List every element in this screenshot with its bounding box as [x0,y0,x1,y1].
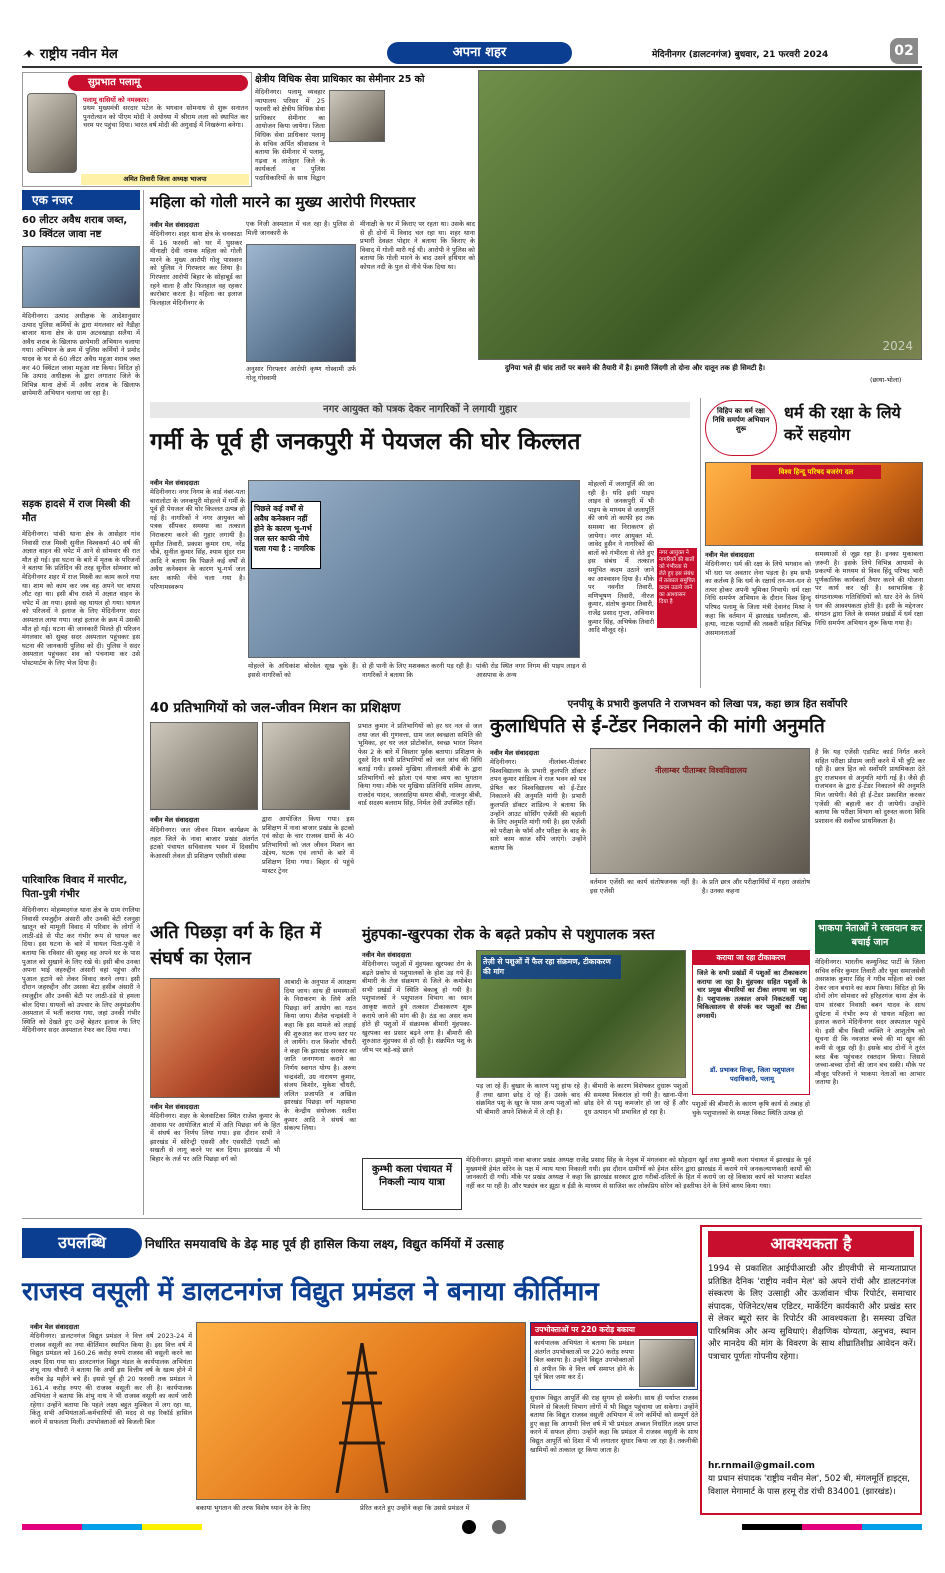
upalabdhi-byline: नवीन मेल संवाददाता [30,1323,79,1331]
seminar-photo [329,90,385,142]
kuladhipati-body-2: के प्रति छात्र और परीक्षार्थियों में गहरा असंतोष है। उनका कहना [702,878,810,895]
arrest-body-1: मेदिनीनगर। शहर थाना क्षेत्र के चनकाठा में 16 फरवरी को घर में घुसकर मीनाक्षी देवी नामक महिला को गोली मारने के मुख्य आरोपी गोलू पासवान को पुलिस ने गिरफ्तार कर लिया है। गिरफ्तार आरोपी बिहार के सोहाबूर्ड का रहने वाला है और फिलहाल वह रहकर कारोबार करता है। महिला का इलाज फिलहाल मेदिनीनगर के [150,230,242,307]
kuladhipati-photo [590,748,810,874]
color-swatch-black [742,1524,802,1530]
khurpaka-body-2: पड़ जा रहे हैं। बुखार के कारण पशु हांफ रहे हैं तथा खाना छोड़ दे रहे हैं। उसके बाद संक्रमित पशु के खुर के पास अन्य पशुओं को भी बीमारी अपने शिकंजे में ले रही है। [476,1082,580,1116]
engineer-portrait [639,1339,695,1387]
ek-nazar-photo-1 [22,246,140,308]
column-divider-2 [700,398,701,688]
water-quote: पिछले कई वर्षों से अवैध कनेक्शन नहीं होने के कारण भू-गर्भ जल स्तर काफी नीचे चला गया है : नागरिक [251,501,321,569]
pichhda-byline: नवीन मेल संवाददाता [150,1103,199,1111]
kumbh-body: मेदिनीनगर। झामुमो नावा बाजार प्रखंड अध्यक्ष राजेंद्र प्रसाद सिंह के नेतृत्व में मंगलवार को सोहदाग खुर्द तथा कुम्भी कला पंचायत में झारखंड के पूर्व मुख्यमंत्री हेमंत सोरेन के पक्ष में न्याय यात्रा निकाली गयी। इस दौरान ग्रामीणों को हेमंत सोरेन द्वारा झारखंड में कराये गये जनकल्याणकारी कार्यों की जानकारी दी गयी। मौके पर प्रखंड अध्यक्ष ने कहा कि झारखंड सरकार द्वारा गरीबों-दलितों के हित में कराये जा रहे विकास कार्य को भाजपा बर्दाश्त नहीं कर पा रही है। और षड्यंत्र कर झूठा व ईडी के माध्यम से साजिश कर लोकप्रिय सोरेन को इस्तीफा देने के लिये बाध्य किया गया। [466,1156,811,1190]
jal-jeevan-photo-2 [262,722,350,810]
khurpaka-body-1: मेदिनीनगर। पशुओं में मुंहपका खुरपका रोग के बढ़ते प्रकोप से पशुपालकों के होश उड़ गये हैं। बीमारी के तेज संक्रमण से जिले के कमोबेश सभी प्रखंडों में स्थिति बेकाबू हो गयी है। पशुपालकों ने पशुपालन विभाग का ध्यान आकृष्ट कराते हुये तत्काल टीकाकरण शुरू कराये जाने की मांग की है। ठंड का असर कम होते ही पशुओं में संक्रामक बीमारी मुंहपका-खुरपका का प्रसार बढ़ने लगा है। बीमारी की शुरुआत मुंहपका से हो रही है। संक्रमित पशु के जीभ पर बड़े-बड़े छाले [362,960,472,1054]
column-divider-1 [143,190,144,1215]
ek-nazar-body-2: मेदिनीनगर। पांकी थाना क्षेत्र के आसेहार गांव निवासी राज मिस्त्री सुनील विश्वकर्मा 40 वर्ष की अज्ञात वाहन की चपेट में आने से सोमवार की रात मौत हो गई। इस घटना के बारे में मृतक के परिजनों ने बताया कि प्रतिदिन की तरह सुनील सोमवार को मेदिनीनगर शहर में राज मिस्त्री का काम करने गया था। शाम को काम कर जब वह अपने घर वापस लौट रहा था। इसी बीच रास्ते में अज्ञात वाहन के चपेट में आ गया। इससे वह घायल हो गया। घायल को परिजनों ने इलाज के लिए मेदिनीनगर सदर अस्पताल लाया गया। जहां इलाज के क्रम में उसकी मौत हो गई। घटना की जानकारी मिलते ही परिजन मंगलवार को सुबह सदर अस्पताल पहुंचकर इस घटना की जानकारी पुलिस को दी। पुलिस ने सदर अस्पताल पहुंचकर शव को पंचनामा कर उसे पोस्टमार्टम के लिए भेज दिया है। [22,530,140,667]
color-swatch-cyan-2 [862,1524,922,1530]
kuladhipati-byline: नवीन मेल संवाददाता [490,749,539,757]
registration-dot [462,1520,476,1534]
masthead-rule [22,66,922,68]
water-photo-caption-left: मोहल्ले के अधिकांश बोरवेल सूख चुके हैं। इससे नागरिकों को [248,662,358,679]
vacancy-email[interactable]: hr.rnmail@gmail.com [708,1461,815,1471]
jal-jeevan-body-3: प्रभात कुमार ने प्रतिभागियों को हर घर नल से जल तथा जल की गुणवत्ता, ग्राम जल स्वच्छता समिति की भूमिका, हर घर जल प्रोटोकॉल, स्वच्छ भारत मिशन फेस 2 के बारे में विस्तार पूर्वक बताया। प्रशिक्षण के दूसरे दिन सभी प्रतिभागियों को जल जांच की विधि बताई गयी। इसको मुखिया लीलावती बीबी के द्वारा प्रतिभागियों को झोला एवं यात्रा व्यय का भुगतान किया गया। मौके पर मुखिया प्रतिनिधि शमिम आलम, राजदेव यादव, जलसहिया समरा बीबी, नाजनुर बीबी, वार्ड सदस्य बलराम सिंह, निर्मल देवी उपस्थित रहीं। [358,722,482,808]
jal-jeevan-body-1: मेदिनीनगर। जल जीवन मिशन कार्यक्रम के तहत जिले के नावा बाजार प्रखंड अंतर्गत इटको पंचायत सचिवालय भवन में दिवसीय केआरसी लेवल डी प्रशिक्षण एसीसी संस्था [150,826,258,860]
tika-box [692,950,810,1095]
arrest-photo [246,244,356,362]
arrest-body-2: एक निजी अस्पताल में चल रहा है। पुलिस से मिली जानकारी के [246,220,354,237]
kuladhipati-headline: कुलाधिपति से ई-टेंडर निकालने की मांगी अनुमति [490,715,825,737]
pichhda-body-2: आबादी के अनुपात में आरक्षण दिया जाय। साथ ही समस्याओं के निराकरण के लिये अति पिछड़ा वर्ग आयोग का गठन किया जाय। शैलेश चन्द्रवंशी ने कहा कि इस मामले को लड़ाई की शुरुआत कर राज्य स्तर पर ले जायेंगे। राज किशोर चौधरी ने कहा कि झारखंड सरकार का जाति जनगणना कराने का निर्णय स्वागत योग्य है। अरुण चन्द्रवंशी, उग्र नारायण कुमार, संजय किशोर, मुकेश चौधरी, ललित प्रजापति व अखिल झारखंड पिछड़ा वर्ग महासभा के केन्द्रीय संयोजक सतीश कुमार आदि ने संघर्ष का संकल्प लिया। [284,978,356,1133]
upalabdhi-photo-caption: बकाया भुगतान की तरफ विशेष ध्यान देने के लिए [196,1504,311,1512]
kumbh-label: कुम्भी कला पंचायत में निकली न्याय यात्रा [362,1158,462,1210]
tower-icon [327,1343,397,1493]
pichhda-body-1: मेदिनीनगर। शहर के बेलवाटिका स्थित राजेश कुमार के आवास पर आयोजित बार्ता में अति पिछड़ा वर्ग के हित में संघर्ष का निर्णय लिया गया। इस दौरान सभी ने झारखंड में सोरेन्ट्री एससी और एससीटी एसटी को सखती से लागू करने पर बल दिया। झारखंड में भी बिहार के तर्ज पर अति पिछड़ा वर्ग को [150,1112,280,1163]
photo-stamp: 2024 [882,339,913,353]
university-name: नीलाम्बर पीताम्बर विश्वविद्यालय [655,766,747,775]
registration-dot-2 [492,1520,506,1534]
dharm-headline: धर्म की रक्षा के लिये करें सहयोग [784,403,901,444]
water-photo-caption-mid: से ही पानी के लिए मशक्कत करनी पड़ रही है। नागरिकों ने बताया कि [362,662,472,679]
water-byline: नवीन मेल संवाददाता [150,479,199,487]
khurpaka-body-4: पशुओं की बीमारी के कारण कृषि कार्य से तबाह हो चुके पशुपालकों के समक्ष विकट स्थिति उत्पन्न हो [692,1100,810,1117]
pichhda-headline: अति पिछड़ा वर्ग के हित में संघर्ष का ऐलान [150,922,322,969]
ek-nazar-headline-1: 60 लीटर अवैध शराब जब्त, 30 क्विंटल जावा नष्ट [22,215,128,240]
vacancy-title: आवश्यकता है [708,1231,914,1257]
upalabdhi-photo [196,1322,526,1500]
ek-nazar-column [22,190,140,1215]
footer-color-bar [22,1520,922,1534]
suprabhat-title: सुप्रभात पलामू [68,75,248,91]
dharm-banner: विश्व हिन्दू परिषद बजरंग दल [751,465,881,479]
page-number: 02 [890,38,918,64]
tika-body: जिले के सभी प्रखंडों में पशुओं का टीकाकरण कराया जा रहा है। मुंहपका सहित पशुओं के चार प्रमुख बीमारियों का टीका लगाया जा रहा है। पशुपालक तत्काल अपने निकटवर्ती पशु चिकित्सालय से संपर्क कर पशुओं का टीका लगवायें। [697,969,807,1020]
upalabdhi-body-3: प्रेरित करते हुए उन्होंने कहा कि उससे प्रमंडल में [360,1504,470,1512]
section-label: अपना शहर [387,42,572,64]
upalabdhi-kicker: निर्धारित समयावधि के डेढ़ माह पूर्व ही हासिल किया लक्ष्य, विद्युत कर्मियों में उत्साह [145,1237,504,1251]
water-photo [248,480,580,658]
khurpaka-body-3: है। बीमारी के कारण विशेषकर दुधारू पशुओं की समस्या विकराल हो गयी है। खाना-पीना छोड़ देने से पशु कमजोर हो जा रहे हैं और दूध उत्पादन भी प्रभावित हो रहा है। [584,1082,688,1116]
jal-jeevan-photo-1 [150,722,258,810]
upalabdhi-tag: उपलब्धि [22,1228,142,1258]
khurpaka-photo-quote: तेज़ी से पशुओं में फैल रहा संक्रमण, टीकाकरण की मांग [481,955,621,979]
dharm-byline: नवीन मेल संवाददाता [705,551,754,559]
color-swatch-magenta-2 [802,1524,862,1530]
jal-jeevan-body-2: द्वारा आयोजित किया गया। इस प्रशिक्षण में नावा बाजार प्रखंड के इटको एवं कोदा के चार राजस्व ग्रामों के 40 प्रतिभागियों को जल जीवन मिशन का उद्देश्य, घटक एवं लाभों के बारे में प्रशिक्षण दिया गया। बिहार से पहुंचे मास्टर ट्रेनर [262,815,354,875]
color-swatch-magenta [22,1524,82,1530]
seminar-headline: क्षेत्रीय विधिक सेवा प्राधिकार का सेमीनार 25 को [255,74,425,85]
jal-jeevan-byline: नवीन मेल संवाददाता [150,816,199,824]
color-swatch-cyan [82,1524,142,1530]
seminar-body-1: मेदिनीनगर। पलामू व्यवहार न्यायालय परिसर में 25 फरवरी को क्षेत्रीय विधिक सेवा प्राधिकार सेमीनार का आयोजन किया जायेगा। जिला विधिक सेवा प्राधिकार पलामू के सचिव अर्पित श्रीवास्तव ने बताया कि सेमीनार में पलामू, गढ़वा व लातेहार जिले के कार्यकर्ता व पुलिस पदाधिकारियों के साथ विद्वान [255,88,325,182]
vacancy-address: या प्रधान संपादक 'राष्ट्रीय नवीन मेल', 502 बी, मंगलमूर्ति हाइट्स, विशाल मेगामार्ट के पास हरमू रोड रांची 834001 (झारखंड)। [708,1474,910,1497]
water-body-2: मोहल्लों में जलापूर्ति की जा रही है। यदि इसी पाइप लाइन से जनकपुरी में भी पाइप के माध्यम से जलापूर्ति की जाये तो काफी हद तक समस्या का निराकरण हो जायेगा। नगर आयुक्त मो. जावेद हुसैन ने नागरिकों की बातों को गंभीरता से लेते हुए इस संबंध में तत्काल समुचित कदम उठाने जाने का आश्वासन दिया है। मौके पर नवनीत तिवारी, मणिभूषण तिवारी, नीरज कुमार, संतोष कुमार तिवारी, राजेंद्र प्रसाद गुप्ता, अविनाश कुमार सिंह, अभिषेक तिवारी आदि मौजूद रहे। [588,480,654,635]
water-side-box: नगर आयुक्त ने नागरिकों की बातों को गंभीरता से लेते हुए इस संबंध में तत्काल समुचित कदम उठाये जाने का आश्वासन दिया है [657,548,697,628]
pichhda-photo [150,978,280,1098]
upalabdhi-body-2: सुचारू विद्युत आपूर्ति की राह सुगम हो सकेगी। साथ ही पर्याप्त राजस्व मिलने से बिजली विभाग लोगों में भी विद्युत पहुंचाया जा सकेगा। उन्होंने बताया कि विद्युत राजस्व वसूली अभियान में लगे कर्मियों को सम्पूर्ण देते हुए कहा कि आगामी वित्त वर्ष में भी प्रमंडल अव्वल निर्धारित लक्ष्य प्राप्त करने में सफल होगा। उन्होंने कहा कि प्रमंडल में राजस्व वसूली के साथ विद्युत आपूर्ति को दिशा में भी लगातार सुधार किया जा रहा है। तकनीकी खामियों को तत्काल दूर किया जाता है। [530,1394,698,1454]
khurpaka-headline: मुंहपका-खुरपका रोक के बढ़ते प्रकोप से पशुपालक त्रस्त [362,927,655,943]
upalabdhi-box-body: कार्यपालक अभियंता ने बताया कि प्रमंडल अंतर्गत उपभोक्ताओं पर 220 करोड़ रुपया बिल बकाया है। उन्होंने विद्युत उपभोक्ताओं से अपील कि वे वित्त वर्ष समाप्त होने के पूर्व बिल जमा कर दें। [534,1339,634,1382]
dharm-body-2: समस्याओं से जूझ रहा है। इनका मुकाबला ज़रूरी है। इसके लिये विभिन्न आयामों के प्रकल्पों के माध्यम से विश्व हिंदू परिषद भारी पूर्णकालिक कार्यकर्ता तैयार करने की योजना पर कार्य कर रही है। स्वाभाविक है संगठनात्मक गतिविधियों को धार देने के लिये धन की आवश्यकता होती है। इसी के मद्देनजर संगठन द्वारा जिले के समस्त प्रखंडों में धर्म रक्षा निधि समर्पण अभियान शुरू किया गया है। [815,550,923,627]
water-body-1: मेदिनीनगर। नगर निगम के वार्ड नंबर-पता बारालोटा के जनकपुरी मोहल्ले में गर्मी के पूर्व ही पेयजल की घोर किल्लत उत्पन्न हो गई है। नागरिकों ने नगर आयुक्त को पत्रक सौंपकर समस्या का तत्काल निराकरण करने की गुहार लगायी है। सुमीत तिवारी, प्रकाश कुमार राय, नरेंद्र चौबे, सुनील कुमार सिंह, श्याम सुंदर राम आदि ने बताया कि पिछले कई वर्षों से अवैध कनेक्शन के कारण भू-गर्भ जल स्तर काफी नीचे चला गया है। परिणामस्वरूप [150,488,245,591]
suprabhat-signature: अमित तिवारी जिला अध्यक्ष भाजपा [81,174,249,185]
dateline: मेदिनीनगर (डालटनगंज) बुधवार, 21 फरवरी 2024 [652,50,829,60]
vacancy-box [700,1225,922,1515]
arrest-headline: महिला को गोली मारने का मुख्य आरोपी गिरफ्तार [150,193,416,211]
ek-nazar-headline-3: पारिवारिक विवाद में मारपीट, पिता-पुत्री गंभीर [22,875,128,900]
water-kicker: नगर आयुक्त को पत्रक देकर नागरिकों ने लगायी गुहार [150,402,690,418]
arrest-photo-caption: अनुसार गिरफ्तार आरोपी कृष्ण गोस्वामी उर्फ गोलू गोस्वामी [246,365,356,382]
kuladhipati-photo-caption: वर्तमान एजेंसी का कार्य संतोषजनक नहीं है। इस एजेंसी [590,878,698,895]
upalabdhi-box [530,1322,698,1390]
suprabhat-portrait [27,93,77,173]
masthead [22,40,922,72]
suprabhat-box [22,72,252,187]
kuladhipati-kicker: एनपीयू के प्रभारी कुलपति ने राजभवन को लिखा पत्र, कहा छात्र हित सर्वोपरि [567,699,848,710]
khurpaka-photo [476,950,686,1078]
arrest-byline: नवीन मेल संवाददाता [150,221,199,229]
upalabdhi-headline: राजस्व वसूली में डालटनगंज विद्युत प्रमंडल ने बनाया कीर्तिमान [22,1277,599,1307]
water-photo-caption-right: पांकी रोड स्थित नगर निगम की पाइप लाइन से आसपास के अन्य [476,662,586,679]
ek-nazar-label: एक नजर [22,190,140,210]
khurpaka-byline: नवीन मेल संवाददाता [362,951,411,959]
tika-sign: डॉ. प्रभाकर सिन्हा, जिला पशुपालन पदाधिकारी, पलामू [709,1066,794,1083]
lower-rule [22,1218,922,1219]
seminar-article [255,72,475,187]
dharm-photo [705,462,923,546]
color-swatch-yellow [142,1524,202,1530]
ek-nazar-body-1: मेदिनीनगर। उत्पाद अधीक्षक के आदेशानुसार उत्पाद पुलिस कर्मियों के द्वारा मंगलवार को नैडीहा बाजार थाना क्षेत्र के ग्राम अटवखाड़ा सलैया में अवैध शराब के खिलाफ छापेमारी अभियान चलाया गया। अभियान के क्रम में पुलिस कर्मियों ने प्रमोद यादव के घर से 60 लीटर अवैध महुआ शराब जब्त कर 40 क्विंटल जावा महुआ नष्ट किया। विदित हो कि उत्पाद अधीक्षक के द्वारा लगातार जिले के विभिन्न थाना क्षेत्रों में अवैध शराब के खिलाफ छापेमारी अभियान चलाया जा रहा है। [22,312,140,398]
kuladhipati-body-1: मेदिनीनगर। नीलांबर-पीतांबर विश्वविद्यालय के प्रभारी कुलपति डॉक्टर तपन कुमार शांडिल्य ने राज भवन को पत्र प्रेषित कर विश्वविद्यालय को ई-टेंडर निकालने की अनुमति मांगी है। प्रभारी कुलपति डॉक्टर शांडिल्य ने बताया कि उन्होंने आउट सोर्सिंग एजेंसी की बहाली के लिए अनुमति मांगी गयी है। इस एजेंसी को परीक्षा के फॉर्म और परीक्षा के बाद के सारे काम काज सौंपे जाएंगे। उन्होंने बताया कि [490,758,586,852]
paper-logo-icon [22,46,36,60]
market-photo-credit: (छाया-भोला) [870,376,902,384]
market-photo-caption: दुनिया भले ही चांद तारों पर बसने की तैयारी में है। हमारी जिंदगी तो दोना और दातून तक ही सिमटी है। [505,364,766,372]
water-headline: गर्मी के पूर्व ही जनकपुरी में पेयजल की घोर किल्लत [150,429,581,455]
upalabdhi-body-1: मेदिनीनगर। डालटनगंज विद्युत प्रमंडल ने वित्त वर्ष 2023-24 में राजस्व वसूली का नया कीर्तिमान स्थापित किया है। इस वित्त वर्ष में विद्युत प्रमंडल को 160.26 करोड़ रुपये राजस्व की वसूली करने का लक्ष्य दिया गया था। डालटनगंज विद्युत मंडल के कार्यपालक अभियंता शंभू नाथ चौधरी ने बताया कि अभी इस वित्तीय वर्ष के खत्म होने में करीब डेढ़ महीने बचे हैं। इससे पूर्व ही 20 फरवरी तक प्रमंडल ने 161.4 करोड़ रुपए की राजस्व वसूली कर ली है। कार्यपालक अभियंता ने बताया कि शंभु नाथ ने भी राजस्व वसूली का कार्य जारी रहेगा। उन्होंने बताया कि पहले लक्ष्य बहुत मुश्किल में लग रहा था, किंतु सभी अभियंताओं-कर्मचारियों की मदद से यह रिकॉर्ड हासिल करने में सफलता मिली। उपभोक्ताओं को बिजली बिल [30,1332,192,1426]
dharm-body-1: मेदिनीनगर। धर्म की रक्षा के लिये भगवान को भी धरा पर अवतार लेना पड़ता है। हम सभी का कर्तव्य है कि धर्म के रक्षार्थ तन-मन-धन से तत्पर होकर अपनी भूमिका निभायें। धर्म रक्षा निधि समर्पण अभियान के दौरान विश्व हिन्दू परिषद पलामू के जिला मंत्री देवानंद मिश्रा ने कहा कि वर्तमान में झारखंड धर्मांतरण, बी-हत्या, नाटक पदार्थों की तस्करी सहित विभिन्न असमानताओं [705,560,811,637]
vacancy-body: 1994 से प्रकाशित आईपीआरडी और डीएवीपी से मान्यताप्राप्त प्रतिष्ठित दैनिक 'राष्ट्रीय नवीन मेल' को अपने रांची और डालटनगंज संस्करण के लिए उत्साही और ऊर्जावान चीफ रिपोर्टर, समाचार संपादक, पेजिनेटर/सब एडिटर, मार्केटिंग कार्यकारी और प्रखंड स्तर से लेकर ब्यूरो स्तर के रिपोर्टर की आवश्यकता है। समस्या उचित पारिश्रमिक और अन्य सुविधाएं। शैक्षणिक योग्यता, अनुभव, स्थान और मानदेय की मांग के विवरण के साथ शीघ्रातिशीघ्र आवेदन करें। पत्राचार पूर्णतः गोपनीय रहेगा। [708,1264,916,1362]
jal-jeevan-headline: 40 प्रतिभागियों को जल-जीवन मिशन का प्रशिक्षण [150,700,401,716]
ek-nazar-body-3: मेदिनीनगर। मोहम्मदगंज थाना क्षेत्र के ग्राम रंगलिया निवासी रमजुद्दीन अंसारी और उनकी बेटी रजनुहा खातून को मामूली विवाद में परिवार के लोगों ने लाठी-डंडे से पीट कर गंभीर रूप से घायल कर दिया। इस घटना के बारे में घायल पिता-पुत्री ने बताया कि रविवार की सुबह वह अपने घर के पास पुआल को सुखाने के लिए रखे थे। इसी बीच उनका अपना भाई जहरुद्दीन अंसारी वहां पहुंचा और पुआल हटाने को लेकर विवाद करने लगा। इसी दौरान जहरुद्दीन और उसका बेटा हसीब अंसारी ने रमजुद्दीन और उनकी बेटी पर लाठी-डंडे से हमला बोल दिया। घायलों को उपचार के लिए अनुमंडलीय अस्पताल में भर्ती कराया गया, जहां उनकी गंभीर स्थिति को देखते हुए उन्हें बेहतर इलाज के लिए मेदिनीनगर सदर अस्पताल रेफर कर दिया गया। [22,906,140,1035]
tika-title: कराया जा रहा टीकाकरण [693,951,809,965]
suprabhat-text: प्रथम मुख्यमंत्री सरदार पटेल के भगवान सोमनाथ से शुरू सनातन पुनरोत्थान को पीएम मोदी ने अयोध्या में श्रीराम लला को स्थापित कर चरम पर पहुंचा दिया। भारत वर्ष मोदी की अगुवाई में निखरूंगा बनेगा। [83,104,248,130]
kuladhipati-body-3: है कि यह एजेंसी एडमिट कार्ड निर्गत करने सहित परीक्षा प्रोग्राम जारी करने में भी त्रुटि कर रही है। छात्र हित को सर्वोपरि प्राथमिकता देते हुए राजभवन से अनुमति मांगी गई है। जैसे ही राजभवन के द्वारा ई-टेंडर निकालने की अनुमति मिल जायेगी। वैसे ही ई-टेंडर प्रकाशित करकर एजेंसी की बहाली कर दी जायेगी। उन्होंने बताया कि परीक्षा विभाग को दुरुस्त करना विवि प्रशासन की सर्वोच्च प्राथमिकता है। [815,748,925,825]
upalabdhi-box-title: उपभोक्ताओं पर 220 करोड़ बकाया [531,1323,697,1336]
paper-name: राष्ट्रीय नवीन मेल [40,47,118,62]
ek-nazar-headline-2: सड़क हादसे में राज मिस्त्री की मौत [22,499,131,524]
bhakpa-body: मेदिनीनगर। भारतीय कम्युनिस्ट पार्टी के जिला सचिव रुचिर कुमार तिवारी और युवा समाजसेवी असफ़ाक कुमार सिंह ने गरीब महिला को रक्त देकर जान बचाने का काम किया। विदित हो कि दोनों लोग सोमवार को हरिहरगंज थाना क्षेत्र के ग्राम संरबार निवासी बबन यादव के साथ दुर्घटना में गंभीर रूप से घायल महिला का इलाज कराने मेदिनीनगर सदर अस्पताल पहुंचे थे। इसी बीच किसी व्यक्ति ने आशुतोष को सूचना दी कि नवजात बच्चे की मां खून की कमी से जूझ रही है। इसके बाद दोनों ने तुरंत ब्लड बैंक पहुंचकर रक्तदान किया। जिससे जच्चा-बच्चा दोनों की जान बच सकी। मौके पर मौजूद परिजनों ने भाकपा नेताओं का आभार जताया है। [815,958,925,1087]
arrest-body-3: मीनाक्षी के घर में किराए पर रहता था। उसके बाद से ही दोनों में विवाद चल रहा था। शहर थाना प्रभारी देवव्रत पोद्दार ने बताया कि किराए के विवाद में गोली मारी गई थी। आरोपी ने पुलिस को बताया कि गोली मारने के बाद उसने हथियार को कोयल नदी के पुल से नीचे फेंक दिया था। [360,220,475,271]
dharm-badge: विहिप का धर्म रक्षा निधि समर्पण अभियान शुरू [705,400,777,456]
bhakpa-headline: भाकपा नेताओं ने रक्तदान कर बचाई जान [815,920,925,954]
market-photo [478,70,922,360]
suprabhat-greeting: पलामू वासियों को नमस्कार। [83,96,149,104]
